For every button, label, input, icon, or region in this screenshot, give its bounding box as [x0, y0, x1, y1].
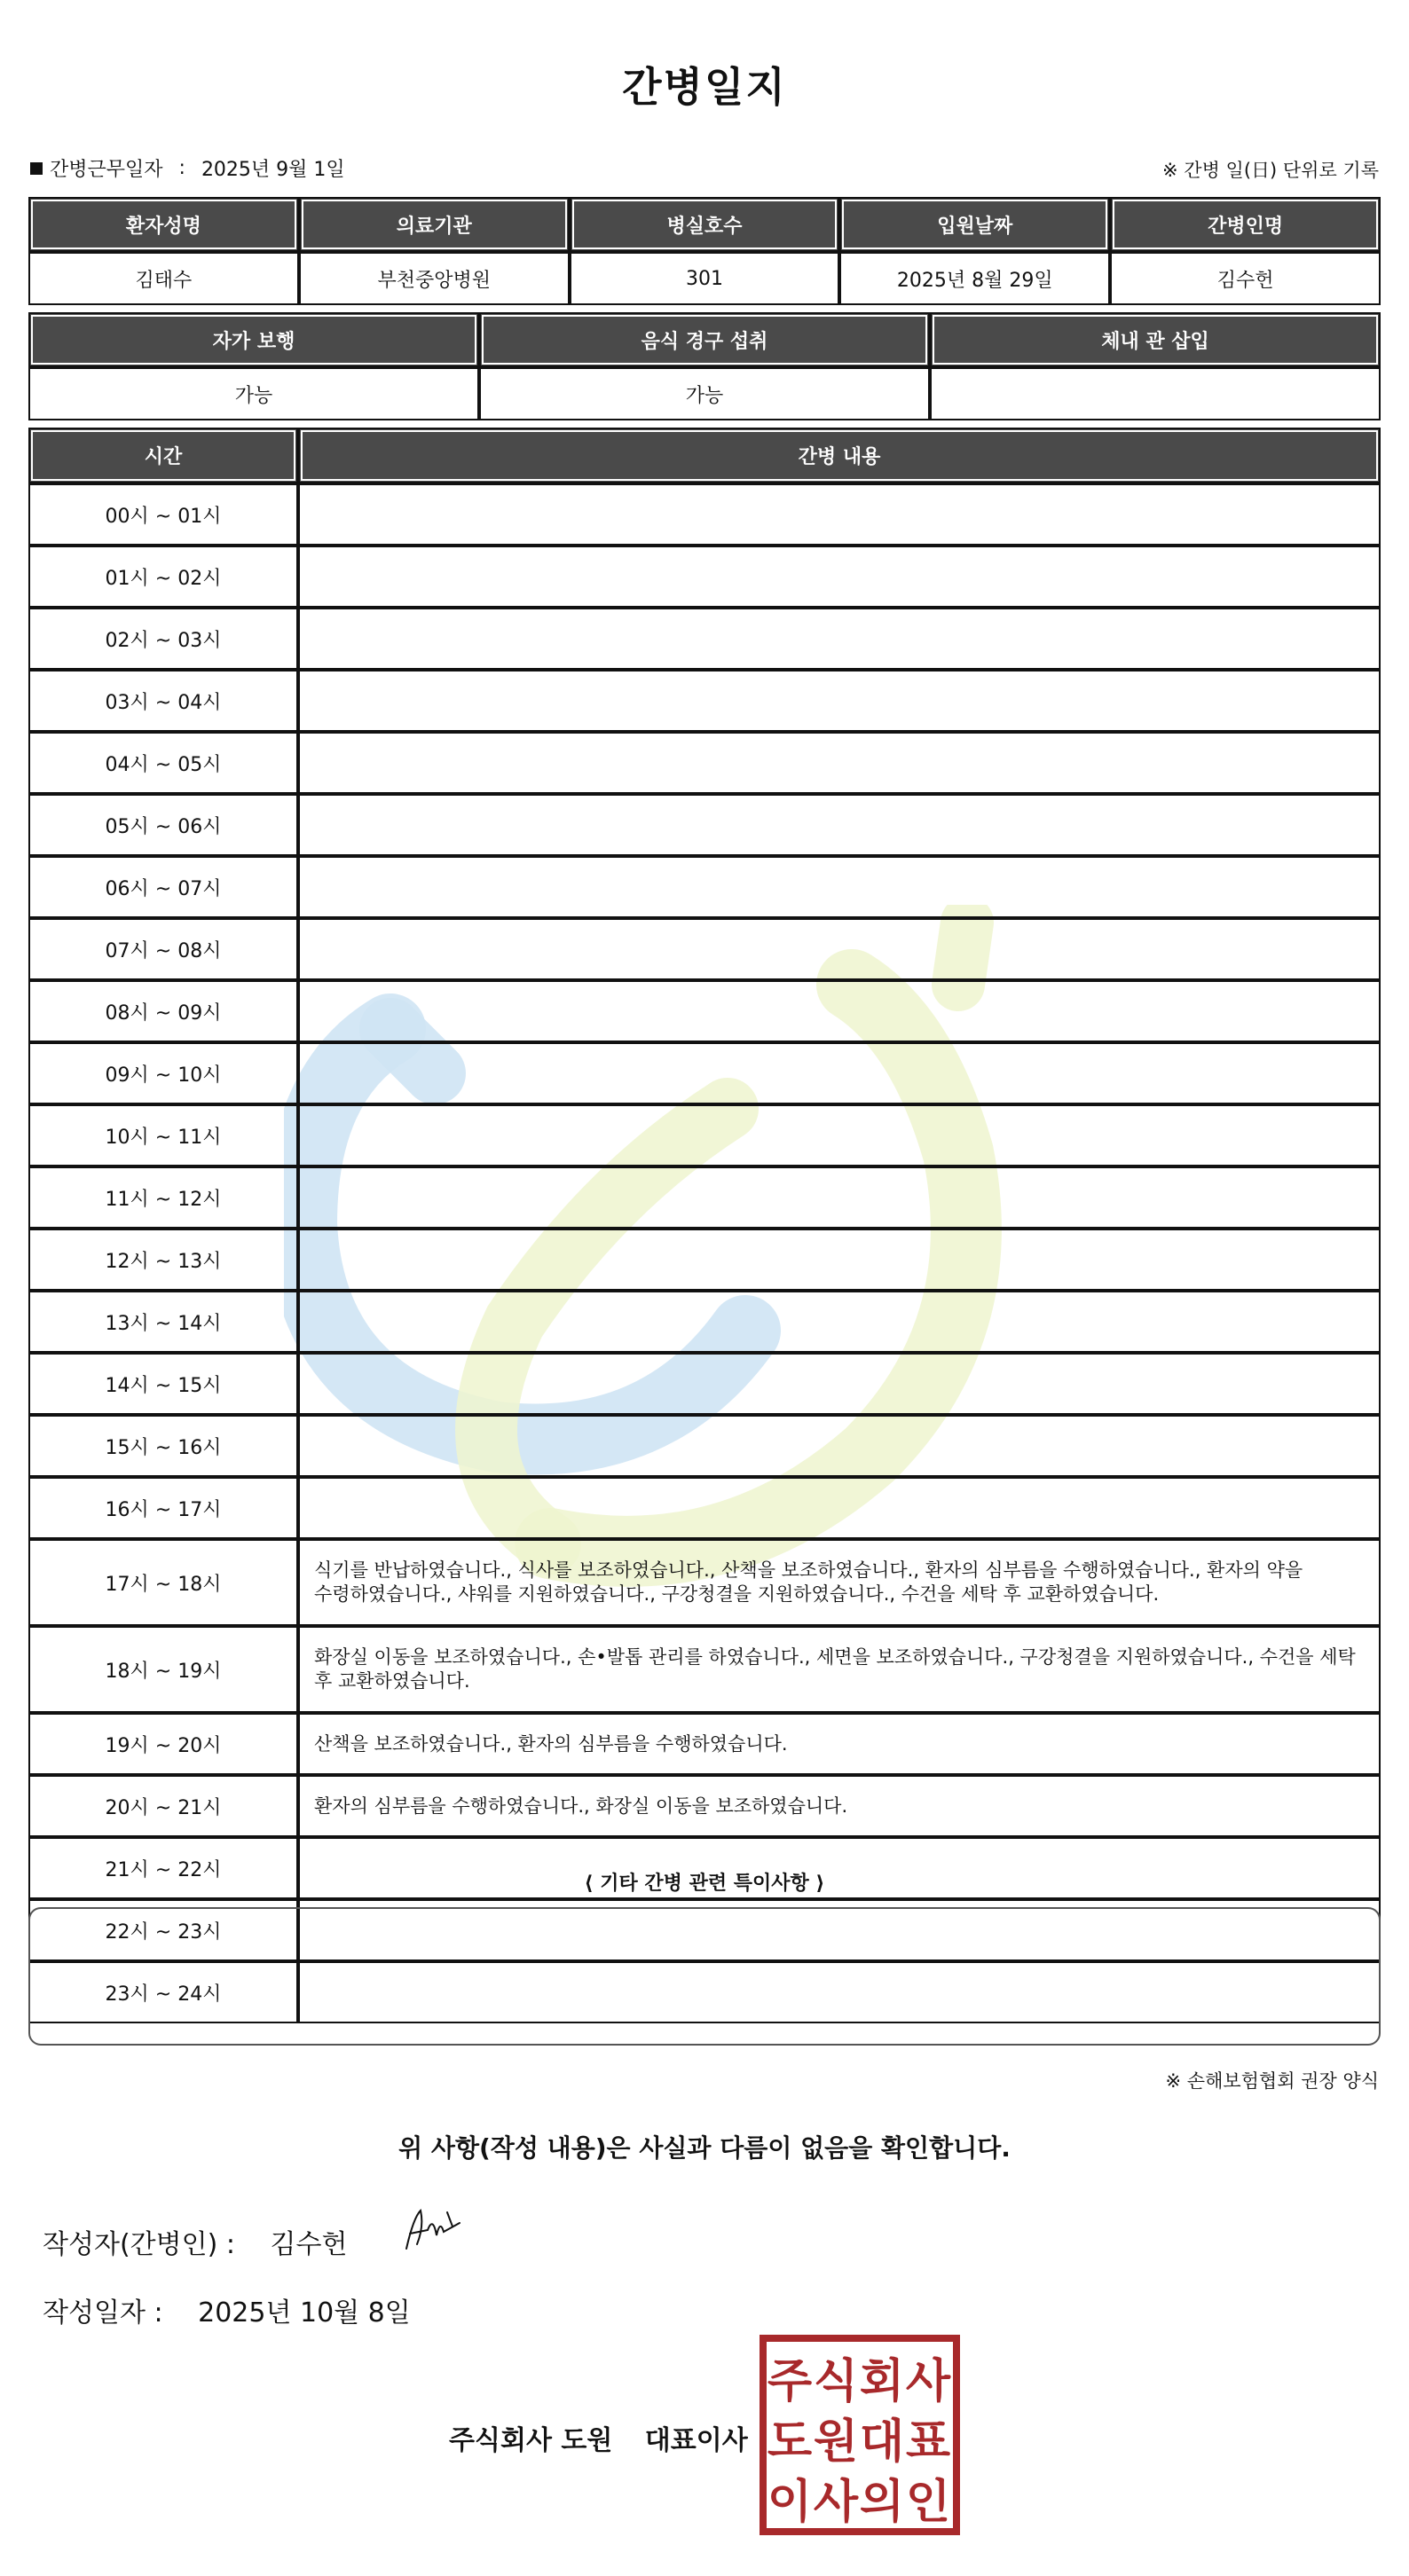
seal-character: 사 [813, 2476, 859, 2529]
time-slot: 06시 ~ 07시 [28, 856, 298, 918]
remarks-box [28, 1907, 1381, 2046]
writer-line [43, 2222, 347, 2261]
seal-character: 사 [905, 2355, 951, 2408]
seal-character: 표 [905, 2415, 951, 2469]
work-date [30, 154, 345, 182]
header-tube-insertion: 체내 관 삽입 [930, 312, 1381, 367]
table-row [28, 1166, 1381, 1229]
header-admission-date: 입원날짜 [839, 197, 1110, 252]
time-slot: 08시 ~ 09시 [28, 980, 298, 1042]
time-slot: 04시 ~ 05시 [28, 732, 298, 794]
seal-character: 식 [813, 2355, 859, 2408]
care-content-cell [298, 608, 1381, 670]
care-content-cell: 환자의 심부름을 수행하였습니다., 화장실 이동을 보조하였습니다. [298, 1775, 1381, 1837]
seal-character: 이 [767, 2476, 813, 2529]
header-self-walking: 자가 보행 [28, 312, 479, 367]
hospital-value: 부천중앙병원 [299, 252, 570, 305]
time-slot: 10시 ~ 11시 [28, 1104, 298, 1166]
tube-insertion-value [930, 367, 1381, 420]
seal-character: 원 [813, 2415, 859, 2469]
write-date-label: 작성일자 : [43, 2297, 163, 2329]
time-slot: 23시 ~ 24시 [28, 1961, 298, 2023]
table-row [28, 1042, 1381, 1104]
care-content-cell [298, 1291, 1381, 1353]
care-content-cell [298, 1353, 1381, 1415]
time-slot: 13시 ~ 14시 [28, 1291, 298, 1353]
care-content-cell [298, 1104, 1381, 1166]
admission-date-value: 2025년 8월 29일 [839, 252, 1110, 305]
seal-character: 주 [767, 2355, 813, 2408]
room-number-value: 301 [570, 252, 840, 305]
header-hospital: 의료기관 [299, 197, 570, 252]
care-content-cell [298, 918, 1381, 980]
oral-intake-value: 가능 [479, 367, 930, 420]
care-content-cell [298, 732, 1381, 794]
work-date-value: 2025년 9월 1일 [201, 159, 345, 181]
signature-mark [398, 2200, 468, 2262]
patient-info-table [28, 197, 1381, 305]
table-row [28, 608, 1381, 670]
care-content-cell: 산책을 보조하였습니다., 환자의 심부름을 수행하였습니다. [298, 1713, 1381, 1775]
care-content-cell [298, 1229, 1381, 1291]
table-row [28, 1353, 1381, 1415]
table-row [28, 1713, 1381, 1775]
seal-character: 대 [859, 2415, 905, 2469]
company-seal [760, 2335, 960, 2535]
time-slot: 03시 ~ 04시 [28, 670, 298, 732]
care-content-cell: 화장실 이동을 보조하였습니다., 손•발톱 관리를 하였습니다., 세면을 보조하였습니다., 구강청결을 지원하였습니다., 수건을 세탁 후 교환하였습니다. [298, 1626, 1381, 1713]
table-row [28, 1477, 1381, 1539]
table-row [28, 546, 1381, 608]
care-content-cell [298, 483, 1381, 546]
table-row [28, 483, 1381, 546]
header-caregiver-name: 간병인명 [1110, 197, 1381, 252]
time-slot: 21시 ~ 22시 [28, 1837, 298, 1899]
writer-label: 작성자(간병인) : [43, 2229, 235, 2260]
care-content-cell [298, 980, 1381, 1042]
seal-character: 인 [905, 2476, 951, 2529]
unit-note: ※ 간병 일(日) 단위로 기록 [1162, 160, 1379, 181]
table-row [28, 1104, 1381, 1166]
time-slot: 07시 ~ 08시 [28, 918, 298, 980]
confirm-statement: 위 사항(작성 내용)은 사실과 다름이 없음을 확인합니다. [398, 2133, 1011, 2163]
company-line [449, 2418, 748, 2457]
caregiver-name-value: 김수헌 [1110, 252, 1381, 305]
care-content-cell: 식기를 반납하였습니다., 식사를 보조하였습니다., 산책을 보조하였습니다., 환자의 심부름을 수행하였습니다., 환자의 약을 수령하였습니다., 샤워를 지원하였습니다., 구강청결을 지원하였습니다., 수건을 세탁 후 교환하였습니다. [298, 1539, 1381, 1626]
seal-character: 도 [767, 2415, 813, 2469]
time-slot: 17시 ~ 18시 [28, 1539, 298, 1626]
table-row [28, 794, 1381, 856]
writer-name: 김수헌 [270, 2229, 348, 2260]
header-room-number: 병실호수 [570, 197, 840, 252]
time-slot: 12시 ~ 13시 [28, 1229, 298, 1291]
time-slot: 16시 ~ 17시 [28, 1477, 298, 1539]
write-date-line [43, 2290, 411, 2329]
table-row [28, 670, 1381, 732]
care-content-cell [298, 1042, 1381, 1104]
header-time: 시간 [28, 428, 298, 483]
table-row [28, 1775, 1381, 1837]
care-timetable [28, 428, 1381, 2023]
remarks-label: ⟨ 기타 간병 관련 특이사항 ⟩ [584, 1873, 825, 1895]
care-content-cell [298, 1477, 1381, 1539]
table-row [28, 1229, 1381, 1291]
care-content-cell [298, 1166, 1381, 1229]
table-row [28, 856, 1381, 918]
work-date-separator: : [178, 157, 185, 179]
seal-character: 회 [859, 2355, 905, 2408]
time-slot: 14시 ~ 15시 [28, 1353, 298, 1415]
write-date-value: 2025년 10월 8일 [198, 2297, 411, 2329]
care-content-cell [298, 670, 1381, 732]
page-title: 간병일지 [622, 63, 787, 111]
patient-name-value: 김태수 [28, 252, 299, 305]
header-patient-name: 환자성명 [28, 197, 299, 252]
table-row [28, 1291, 1381, 1353]
time-slot: 05시 ~ 06시 [28, 794, 298, 856]
time-slot: 20시 ~ 21시 [28, 1775, 298, 1837]
care-content-cell [298, 1415, 1381, 1477]
time-slot: 11시 ~ 12시 [28, 1166, 298, 1229]
time-slot: 15시 ~ 16시 [28, 1415, 298, 1477]
table-row [28, 918, 1381, 980]
time-slot: 22시 ~ 23시 [28, 1899, 298, 1961]
patient-status-table [28, 312, 1381, 420]
time-slot: 19시 ~ 20시 [28, 1713, 298, 1775]
self-walking-value: 가능 [28, 367, 479, 420]
recommend-note: ※ 손해보험협회 권장 양식 [1165, 2070, 1379, 2092]
time-slot: 18시 ~ 19시 [28, 1626, 298, 1713]
time-slot: 02시 ~ 03시 [28, 608, 298, 670]
time-slot: 01시 ~ 02시 [28, 546, 298, 608]
table-row [28, 1539, 1381, 1626]
care-content-cell [298, 856, 1381, 918]
table-row [28, 1626, 1381, 1713]
time-slot: 09시 ~ 10시 [28, 1042, 298, 1104]
table-row [28, 1415, 1381, 1477]
table-row [28, 732, 1381, 794]
seal-character: 의 [859, 2476, 905, 2529]
care-content-cell [298, 794, 1381, 856]
time-slot: 00시 ~ 01시 [28, 483, 298, 546]
table-row [28, 980, 1381, 1042]
square-bullet-icon [30, 162, 43, 175]
care-content-cell [298, 546, 1381, 608]
work-date-label: 간병근무일자 [50, 159, 163, 181]
company-title: 대표이사 [644, 2425, 748, 2456]
header-care-content: 간병 내용 [298, 428, 1381, 483]
header-oral-intake: 음식 경구 섭취 [479, 312, 930, 367]
company-name: 주식회사 도원 [449, 2425, 613, 2456]
